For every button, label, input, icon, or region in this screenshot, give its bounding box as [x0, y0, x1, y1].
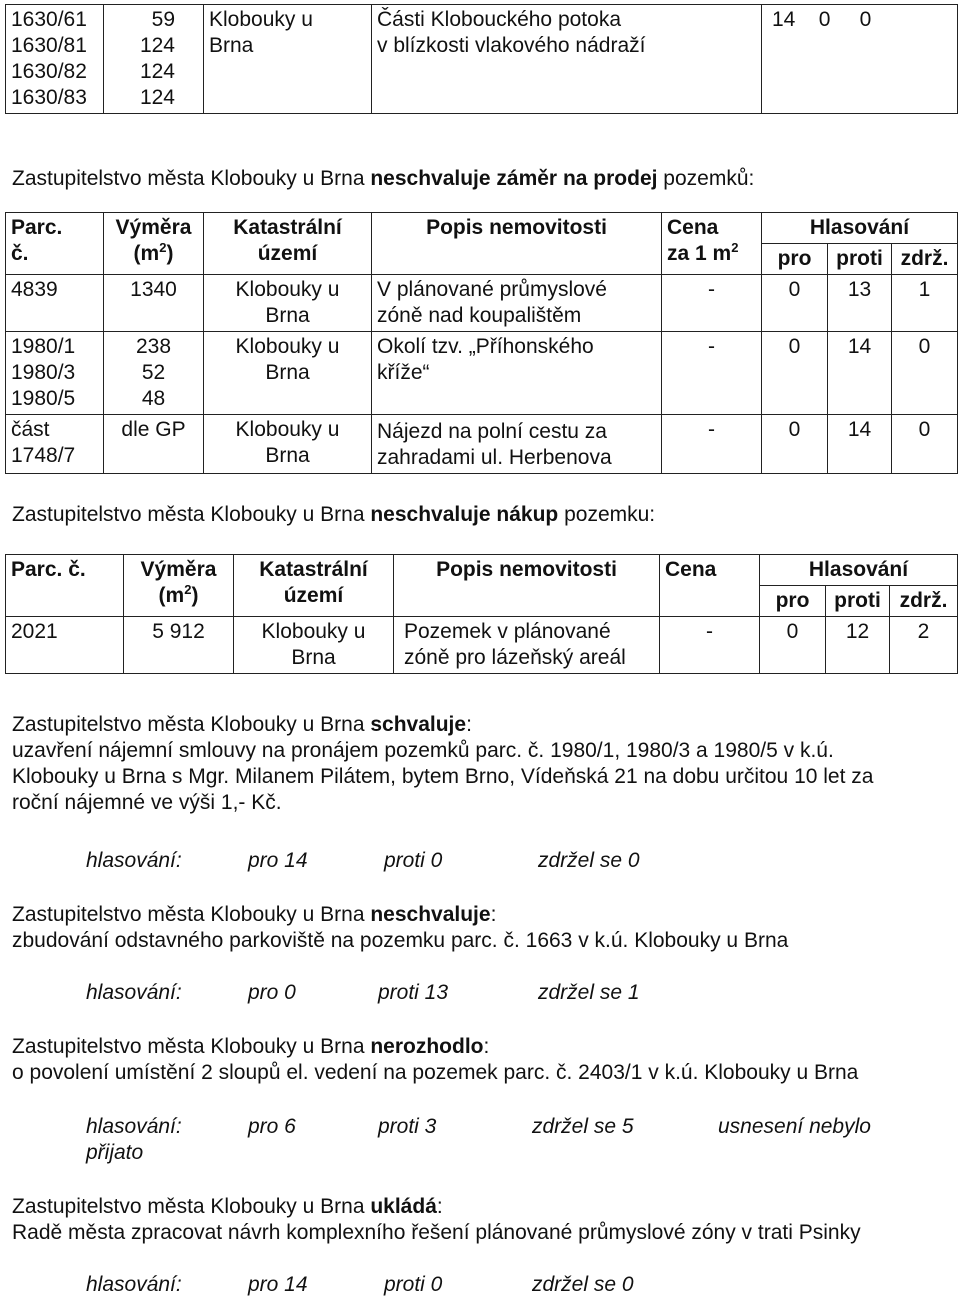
section-heading-purchase: Zastupitelstvo města Klobouky u Brna neschvaluje nákup pozemku:: [12, 503, 656, 526]
cell-pro: 0: [762, 415, 828, 474]
votes-cell: [762, 5, 958, 114]
cell-vymera: 1340: [104, 275, 204, 332]
cell-proti: 14: [828, 415, 892, 474]
header-popis: Popis nemovitosti: [372, 213, 662, 275]
cell-popis: Pozemek v plánované zóně pro lázeňský areál: [394, 617, 660, 674]
header-hlasovani: Hlasování: [762, 213, 958, 244]
header-pro: pro: [760, 586, 826, 617]
header-uzemi: Katastrální území: [234, 555, 394, 617]
header-cena: Cena: [660, 555, 760, 617]
table-row: [6, 275, 958, 332]
cell-uzemi: Klobouky u Brna: [204, 332, 372, 415]
cell-popis: Okolí tzv. „Příhonského kříže“: [372, 332, 662, 415]
cell-parc: část 1748/7: [6, 415, 104, 474]
header-pro: pro: [762, 244, 828, 275]
cell-zdrz: 1: [892, 275, 958, 332]
section-heading-sale: Zastupitelstvo města Klobouky u Brna neschvaluje záměr na prodej pozemků:: [12, 167, 755, 190]
cell-parc: 4839: [6, 275, 104, 332]
cell-cena: -: [660, 617, 760, 674]
cell-popis: V plánované průmyslové zóně nad koupalištěm: [372, 275, 662, 332]
header-cena: Cena za 1 $m^2$: [662, 213, 762, 275]
cell-cena: -: [662, 332, 762, 415]
header-proti: proti: [826, 586, 890, 617]
header-parc: Parc. č.: [6, 555, 124, 617]
resolution-approve-lease: Zastupitelstvo města Klobouky u Brna schvaluje: uzavření nájemní smlouvy na pronájem pozemků parc. č. 1980/1, 1980/3 a 1980/5 v k.ú. Klobouky u Brna s Mgr. Milanem Pilátem, bytem Brno, Vídeňská 21 na dobu určitou 10 let za roční nájemné ve výši 1,- Kč.: [12, 713, 874, 814]
cell-proti: 12: [826, 617, 890, 674]
resolution-instructs-council: Zastupitelstvo města Klobouky u Brna ukládá: Radě města zpracovat návrh komplexního řešení plánované průmyslové zóny v trati Psinky: [12, 1195, 861, 1244]
vote-pro: 14: [772, 8, 796, 31]
table-header-row: [6, 213, 958, 244]
resolution-reject-parking: Zastupitelstvo města Klobouky u Brna neschvaluje: zbudování odstavného parkoviště na pozemku parc. č. 1663 v k.ú. Klobouky u Brna: [12, 903, 789, 952]
header-vymera: Výměra $(m^2)$: [124, 555, 234, 617]
cell-pro: 0: [762, 332, 828, 415]
header-proti: proti: [828, 244, 892, 275]
description-cell: Části Klobouckého potoka v blízkosti vlakového nádraží: [372, 5, 762, 114]
top-land-table: [5, 4, 958, 114]
table-header-row: [6, 555, 958, 586]
cell-zdrz: 2: [890, 617, 958, 674]
parcel-numbers-cell: 1630/61 1630/81 1630/82 1630/83: [6, 5, 104, 114]
sale-land-table: [5, 212, 958, 474]
table-row: [6, 332, 958, 415]
cell-proti: 13: [828, 275, 892, 332]
table-row: [6, 5, 958, 114]
cell-cena: -: [662, 415, 762, 474]
cell-pro: 0: [760, 617, 826, 674]
header-parc: Parc. č.: [6, 213, 104, 275]
cell-uzemi: Klobouky u Brna: [204, 415, 372, 474]
header-uzemi: Katastrální území: [204, 213, 372, 275]
table-row: [6, 617, 958, 674]
vote-line: hlasování: pro 6 proti 3 zdržel se 5 usnesení nebylo přijato: [86, 1115, 871, 1164]
cell-vymera: 5 912: [124, 617, 234, 674]
cell-parc: 2021: [6, 617, 124, 674]
header-hlasovani: Hlasování: [760, 555, 958, 586]
cell-uzemi: Klobouky u Brna: [234, 617, 394, 674]
header-zdrz: zdrž.: [890, 586, 958, 617]
cell-zdrz: 0: [892, 332, 958, 415]
cadastre-cell: Klobouky u Brna: [204, 5, 372, 114]
cell-zdrz: 0: [892, 415, 958, 474]
header-vymera: Výměra $(m^2)$: [104, 213, 204, 275]
header-zdrz: zdrž.: [892, 244, 958, 275]
resolution-undecided-poles: Zastupitelstvo města Klobouky u Brna nerozhodlo: o povolení umístění 2 sloupů el. vedení na pozemek parc. č. 2403/1 v k.ú. Klobouky u Brna: [12, 1035, 859, 1084]
cell-popis: Nájezd na polní cestu za zahradami ul. Herbenova: [372, 415, 662, 474]
cell-proti: 14: [828, 332, 892, 415]
table-row: [6, 415, 958, 474]
cell-vymera: 238 52 48: [104, 332, 204, 415]
header-popis: Popis nemovitosti: [394, 555, 660, 617]
vote-zdrz: 0: [859, 8, 872, 31]
area-cell: 59 124 124 124: [104, 5, 204, 114]
cell-parc: 1980/1 1980/3 1980/5: [6, 332, 104, 415]
cell-vymera: dle GP: [104, 415, 204, 474]
cell-cena: -: [662, 275, 762, 332]
cell-pro: 0: [762, 275, 828, 332]
vote-proti: 0: [818, 8, 831, 31]
cell-uzemi: Klobouky u Brna: [204, 275, 372, 332]
purchase-land-table: [5, 554, 958, 674]
